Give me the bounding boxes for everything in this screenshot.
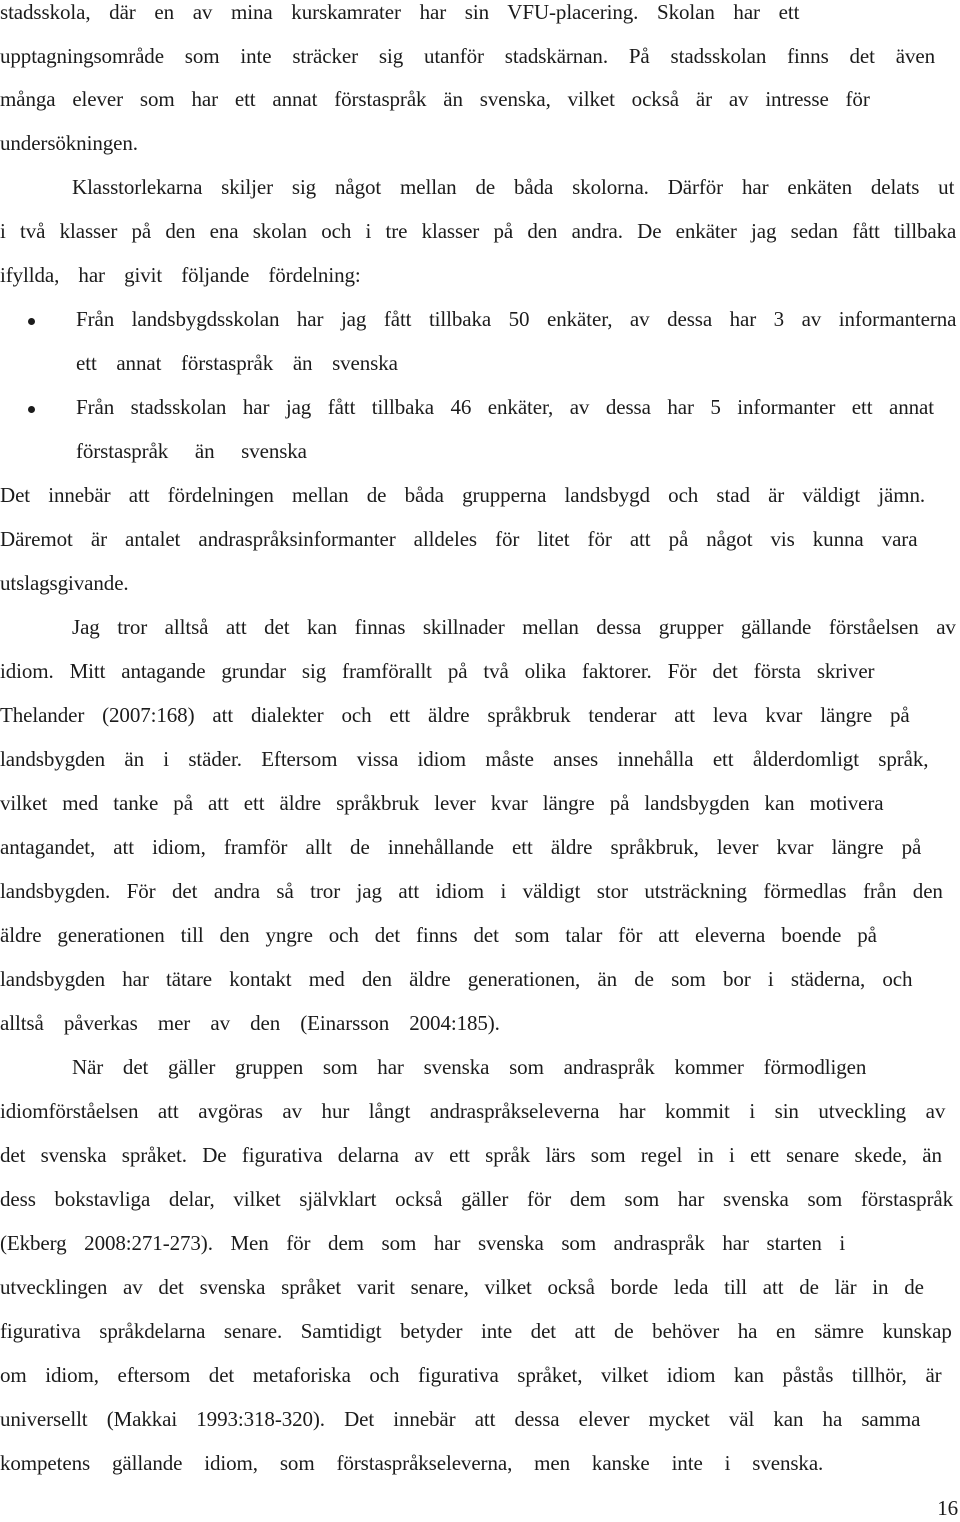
text-line: alltså påverkas mer av den (Einarsson 2004:185).: [0, 1011, 500, 1035]
text-line: (Ekberg 2008:271-273). Men för dem som har svenska som andraspråk har starten i: [0, 1231, 846, 1255]
text-line: idiom. Mitt antagande grundar sig framförallt på två olika faktorer. För det första skriver: [0, 659, 875, 683]
text-line: figurativa språkdelarna senare. Samtidigt betyder inte det att de behöver ha en sämre kunskap: [0, 1319, 952, 1343]
text-line: många elever som har ett annat förstaspråk än svenska, vilket också är av intresse för: [0, 87, 870, 111]
text-line: landsbygden har tätare kontakt med den äldre generationen, än de som bor i städerna, och: [0, 967, 913, 991]
list-item-line: förstaspråk än svenska: [76, 439, 307, 463]
bullet-marker: [28, 406, 35, 413]
text-line: landsbygden. För det andra så tror jag att idiom i väldigt stor utsträckning förmedlas från den: [0, 879, 943, 903]
text-line: utvecklingen av det svenska språket varit senare, vilket också borde leda till att de lär in de: [0, 1275, 924, 1299]
text-line: det svenska språket. De figurativa delarna av ett språk lärs som regel in i ett senare skede, än: [0, 1143, 942, 1167]
text-line: Jag tror alltså att det kan finnas skillnader mellan dessa grupper gällande förståelsen av: [72, 615, 956, 639]
page-number: 16: [937, 1496, 958, 1520]
text-line: utslagsgivande.: [0, 571, 129, 595]
text-line: idiomförståelsen att avgöras av hur långt andraspråkseleverna har kommit i sin utveckling av: [0, 1099, 946, 1123]
text-line: När det gäller gruppen som har svenska som andraspråk kommer förmodligen: [72, 1055, 867, 1079]
text-line: undersökningen.: [0, 131, 138, 155]
text-line: kompetens gällande idiom, som förstaspråkseleverna, men kanske inte i svenska.: [0, 1451, 824, 1475]
text-line: stadsskola, där en av mina kurskamrater har sin VFU-placering. Skolan har ett: [0, 0, 800, 24]
text-line: i två klasser på den ena skolan och i tre klasser på den andra. De enkäter jag sedan fått tillbaka: [0, 219, 957, 243]
text-line: upptagningsområde som inte sträcker sig utanför stadskärnan. På stadsskolan finns det även: [0, 44, 935, 68]
text-line: äldre generationen till den yngre och det finns det som talar för att eleverna boende på: [0, 923, 877, 947]
text-line: Thelander (2007:168) att dialekter och ett äldre språkbruk tenderar att leva kvar längre på: [0, 703, 910, 727]
list-item-line: Från landsbygdsskolan har jag fått tillbaka 50 enkäter, av dessa har 3 av informanterna: [76, 307, 957, 331]
text-line: Klasstorlekarna skiljer sig något mellan de båda skolorna. Därför har enkäten delats ut: [72, 175, 955, 199]
text-line: ifyllda, har givit följande fördelning:: [0, 263, 361, 287]
list-item-line: ett annat förstaspråk än svenska: [76, 351, 398, 375]
text-line: landsbygden än i städer. Eftersom vissa idiom måste anses innehålla ett ålderdomligt språk,: [0, 747, 929, 771]
text-line: antagandet, att idiom, framför allt de innehållande ett äldre språkbruk, lever kvar längre på: [0, 835, 922, 859]
text-line: universellt (Makkai 1993:318-320). Det innebär att dessa elever mycket väl kan ha samma: [0, 1407, 921, 1431]
text-line: vilket med tanke på att ett äldre språkbruk lever kvar längre på landsbygden kan motivera: [0, 791, 884, 815]
text-line: Däremot är antalet andraspråksinformanter alldeles för litet för att på något vis kunna vara: [0, 527, 918, 551]
text-line: om idiom, eftersom det metaforiska och figurativa språket, vilket idiom kan påstås tillhör, är: [0, 1363, 942, 1387]
list-item-line: Från stadsskolan har jag fått tillbaka 46 enkäter, av dessa har 5 informanter ett annat: [76, 395, 934, 419]
text-line: dess bokstavliga delar, vilket självklart också gäller för dem som har svenska som förstaspråk: [0, 1187, 954, 1211]
bullet-marker: [28, 318, 35, 325]
text-line: Det innebär att fördelningen mellan de båda grupperna landsbygd och stad är väldigt jämn.: [0, 483, 926, 507]
